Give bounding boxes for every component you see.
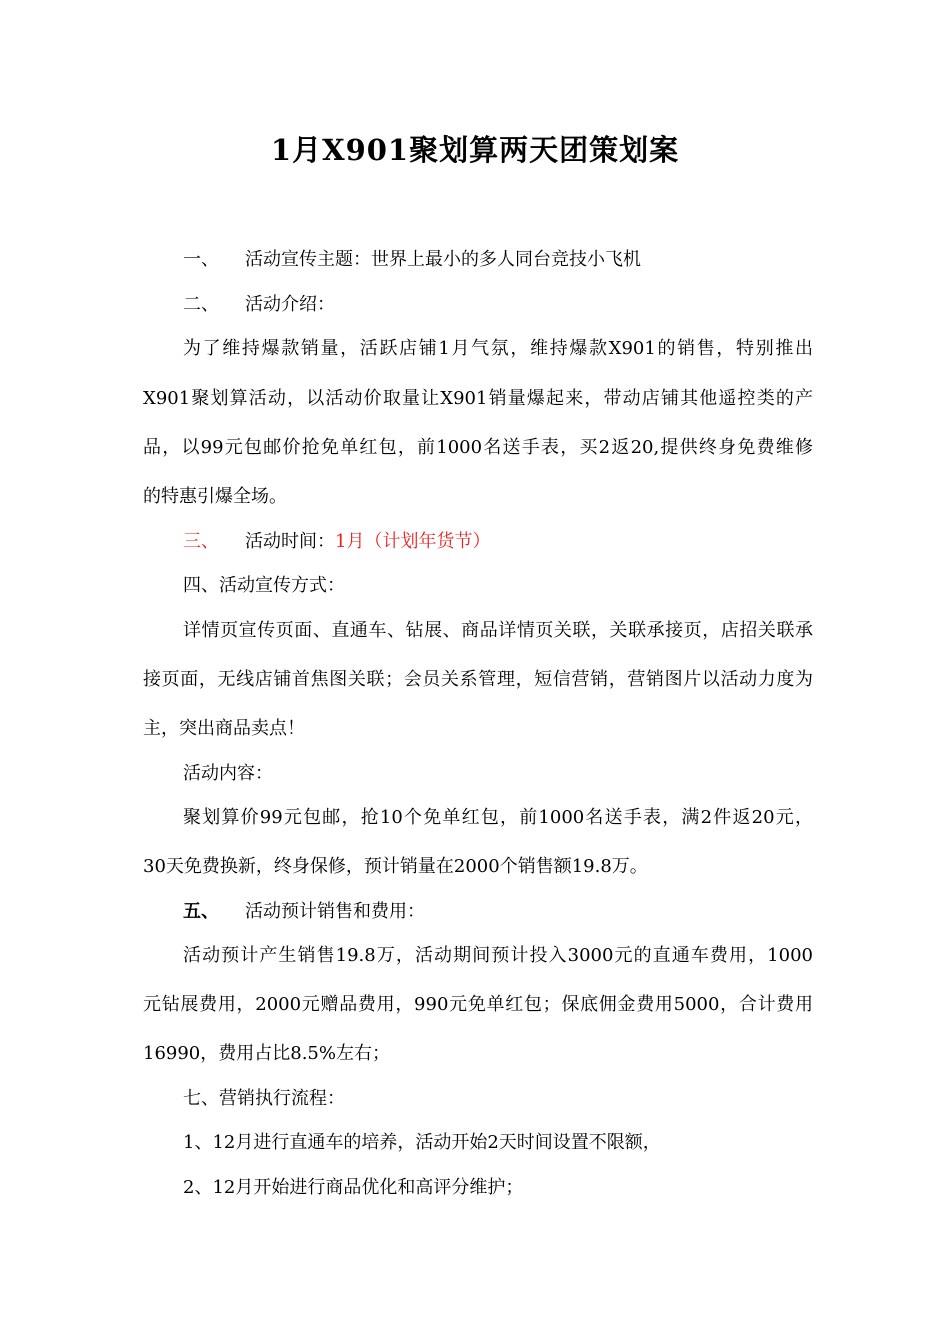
section-1-text: 活动宣传主题：世界上最小的多人同台竞技小飞机 (245, 249, 641, 270)
content-line-2: 30天免费换新，终身保修，预计销量在2000个销售额19.8万。 (143, 856, 648, 877)
intro-line-4: 的特惠引爆全场。 (143, 486, 287, 507)
flow-item-2: 2、12月开始进行商品优化和高评分维护； (183, 1177, 524, 1198)
section-5-text: 活动预计销售和费用： (245, 901, 425, 922)
promo-line-1: 详情页宣传页面、直通车、钻展、商品详情页关联，关联承接页，店招关联承 (183, 620, 813, 641)
section-3-label: 活动时间： (245, 531, 335, 552)
section-4-heading: 四、活动宣传方式： (183, 575, 345, 596)
section-5-number: 五、 (183, 901, 219, 922)
section-2-heading (183, 293, 813, 317)
promo-line-2: 接页面，无线店铺首焦图关联；会员关系管理，短信营销，营销图片以活动力度为 (143, 669, 813, 690)
section-3-heading (183, 530, 813, 554)
section-1-number: 一、 (183, 249, 219, 270)
document-title: 1月X901聚划算两天团策划案 (270, 133, 680, 167)
section-2-number: 二、 (183, 294, 219, 315)
cost-line-3: 16990，费用占比8.5%左右； (143, 1043, 390, 1064)
section-3-value: 1月（计划年货节） (335, 531, 491, 552)
intro-line-3: 品，以99元包邮价抢免单红包，前1000名送手表，买2返20,提供终身免费维修 (143, 437, 813, 458)
section-2-text: 活动介绍： (245, 294, 335, 315)
section-3-number: 三、 (183, 531, 219, 552)
cost-line-2: 元钻展费用，2000元赠品费用，990元免单红包；保底佣金费用5000，合计费用 (143, 994, 813, 1015)
cost-line-1: 活动预计产生销售19.8万，活动期间预计投入3000元的直通车费用，1000 (183, 945, 813, 966)
intro-line-1: 为了维持爆款销量，活跃店铺1月气氛，维持爆款X901的销售，特别推出 (183, 338, 813, 359)
promo-line-3: 主，突出商品卖点！ (143, 718, 305, 739)
section-1-heading (183, 248, 813, 272)
content-line-1: 聚划算价99元包邮，抢10个免单红包，前1000名送手表，满2件返20元， (183, 807, 813, 828)
section-5-heading (183, 900, 813, 924)
content-heading: 活动内容： (183, 763, 273, 784)
flow-item-1: 1、12月进行直通车的培养，活动开始2天时间设置不限额， (183, 1132, 661, 1153)
intro-line-2: X901聚划算活动，以活动价取量让X901销量爆起来，带动店铺其他遥控类的产 (143, 388, 813, 409)
section-7-heading: 七、营销执行流程： (183, 1088, 345, 1109)
